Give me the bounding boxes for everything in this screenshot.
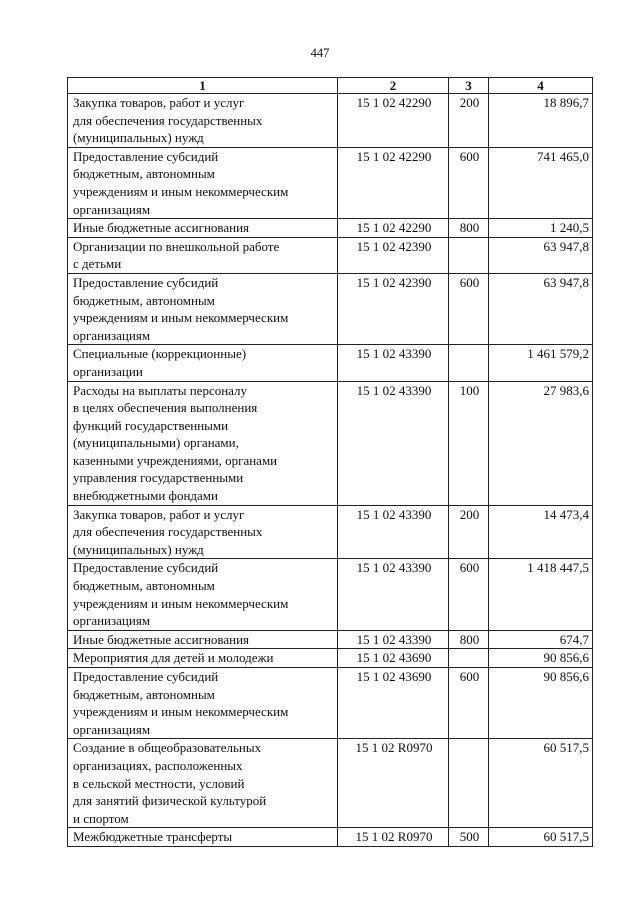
item-name: Межбюджетные трансферты	[68, 828, 338, 847]
item-code: 15 1 02 42290	[338, 94, 449, 148]
table-row	[68, 505, 593, 559]
item-amount: 1 418 447,5	[489, 559, 593, 630]
item-amount: 1 461 579,2	[489, 345, 593, 381]
item-code: 15 1 02 42390	[338, 237, 449, 273]
item-expense-type: 100	[449, 381, 489, 505]
header-row	[68, 78, 593, 94]
item-name: Мероприятия для детей и молодежи	[68, 649, 338, 668]
item-expense-type	[449, 237, 489, 273]
item-code: 15 1 02 43690	[338, 668, 449, 739]
table-row	[68, 739, 593, 828]
table-row	[68, 559, 593, 630]
item-expense-type: 600	[449, 668, 489, 739]
table-row	[68, 649, 593, 668]
item-expense-type: 200	[449, 505, 489, 559]
header-col-1: 1	[68, 78, 338, 94]
item-amount: 1 240,5	[489, 219, 593, 238]
header-col-2: 2	[338, 78, 449, 94]
table-row	[68, 219, 593, 238]
item-code: 15 1 02 43390	[338, 345, 449, 381]
item-code: 15 1 02 43690	[338, 649, 449, 668]
table-row	[68, 237, 593, 273]
table-row	[68, 273, 593, 344]
item-amount: 90 856,6	[489, 649, 593, 668]
item-amount: 741 465,0	[489, 147, 593, 218]
item-expense-type	[449, 345, 489, 381]
item-code: 15 1 02 R0970	[338, 739, 449, 828]
item-amount: 674,7	[489, 630, 593, 649]
item-amount: 27 983,6	[489, 381, 593, 505]
item-amount: 63 947,8	[489, 273, 593, 344]
table-row	[68, 147, 593, 218]
item-expense-type: 200	[449, 94, 489, 148]
page-number: 447	[310, 46, 330, 60]
item-code: 15 1 02 43390	[338, 559, 449, 630]
item-name: Предоставление субсидий бюджетным, автономным учреждениям и иным некоммерческим организациям	[68, 559, 338, 630]
table-row	[68, 345, 593, 381]
item-expense-type: 800	[449, 219, 489, 238]
table-row	[68, 630, 593, 649]
item-amount: 60 517,5	[489, 739, 593, 828]
item-expense-type: 600	[449, 559, 489, 630]
item-expense-type: 600	[449, 147, 489, 218]
table-row	[68, 381, 593, 505]
item-expense-type: 600	[449, 273, 489, 344]
item-name: Организации по внешкольной работе с детьми	[68, 237, 338, 273]
item-amount: 14 473,4	[489, 505, 593, 559]
item-code: 15 1 02 43390	[338, 505, 449, 559]
item-amount: 90 856,6	[489, 668, 593, 739]
item-name: Закупка товаров, работ и услуг для обеспечения государственных (муниципальных) нужд	[68, 94, 338, 148]
item-amount: 63 947,8	[489, 237, 593, 273]
item-code: 15 1 02 42290	[338, 147, 449, 218]
table-row	[68, 828, 593, 847]
item-amount: 18 896,7	[489, 94, 593, 148]
item-expense-type: 500	[449, 828, 489, 847]
item-name: Расходы на выплаты персоналу в целях обеспечения выполнения функций государственными (муниципальными) органами, казенными учреждениями, органами управления государственными внебюджетными фондами	[68, 381, 338, 505]
header-col-3: 3	[449, 78, 489, 94]
item-name: Иные бюджетные ассигнования	[68, 630, 338, 649]
item-expense-type	[449, 649, 489, 668]
table-row	[68, 94, 593, 148]
item-name: Предоставление субсидий бюджетным, автономным учреждениям и иным некоммерческим организациям	[68, 273, 338, 344]
item-name: Предоставление субсидий бюджетным, автономным учреждениям и иным некоммерческим организациям	[68, 668, 338, 739]
item-code: 15 1 02 43390	[338, 381, 449, 505]
budget-table	[67, 77, 593, 847]
item-code: 15 1 02 42390	[338, 273, 449, 344]
item-name: Закупка товаров, работ и услуг для обеспечения государственных (муниципальных) нужд	[68, 505, 338, 559]
item-code: 15 1 02 R0970	[338, 828, 449, 847]
item-code: 15 1 02 42290	[338, 219, 449, 238]
item-code: 15 1 02 43390	[338, 630, 449, 649]
item-name: Иные бюджетные ассигнования	[68, 219, 338, 238]
table-row	[68, 668, 593, 739]
item-expense-type: 800	[449, 630, 489, 649]
item-name: Создание в общеобразовательных организациях, расположенных в сельской местности, условий для занятий физической культурой и спортом	[68, 739, 338, 828]
item-name: Предоставление субсидий бюджетным, автономным учреждениям и иным некоммерческим организациям	[68, 147, 338, 218]
header-col-4: 4	[489, 78, 593, 94]
item-name: Специальные (коррекционные) организации	[68, 345, 338, 381]
item-amount: 60 517,5	[489, 828, 593, 847]
item-expense-type	[449, 739, 489, 828]
